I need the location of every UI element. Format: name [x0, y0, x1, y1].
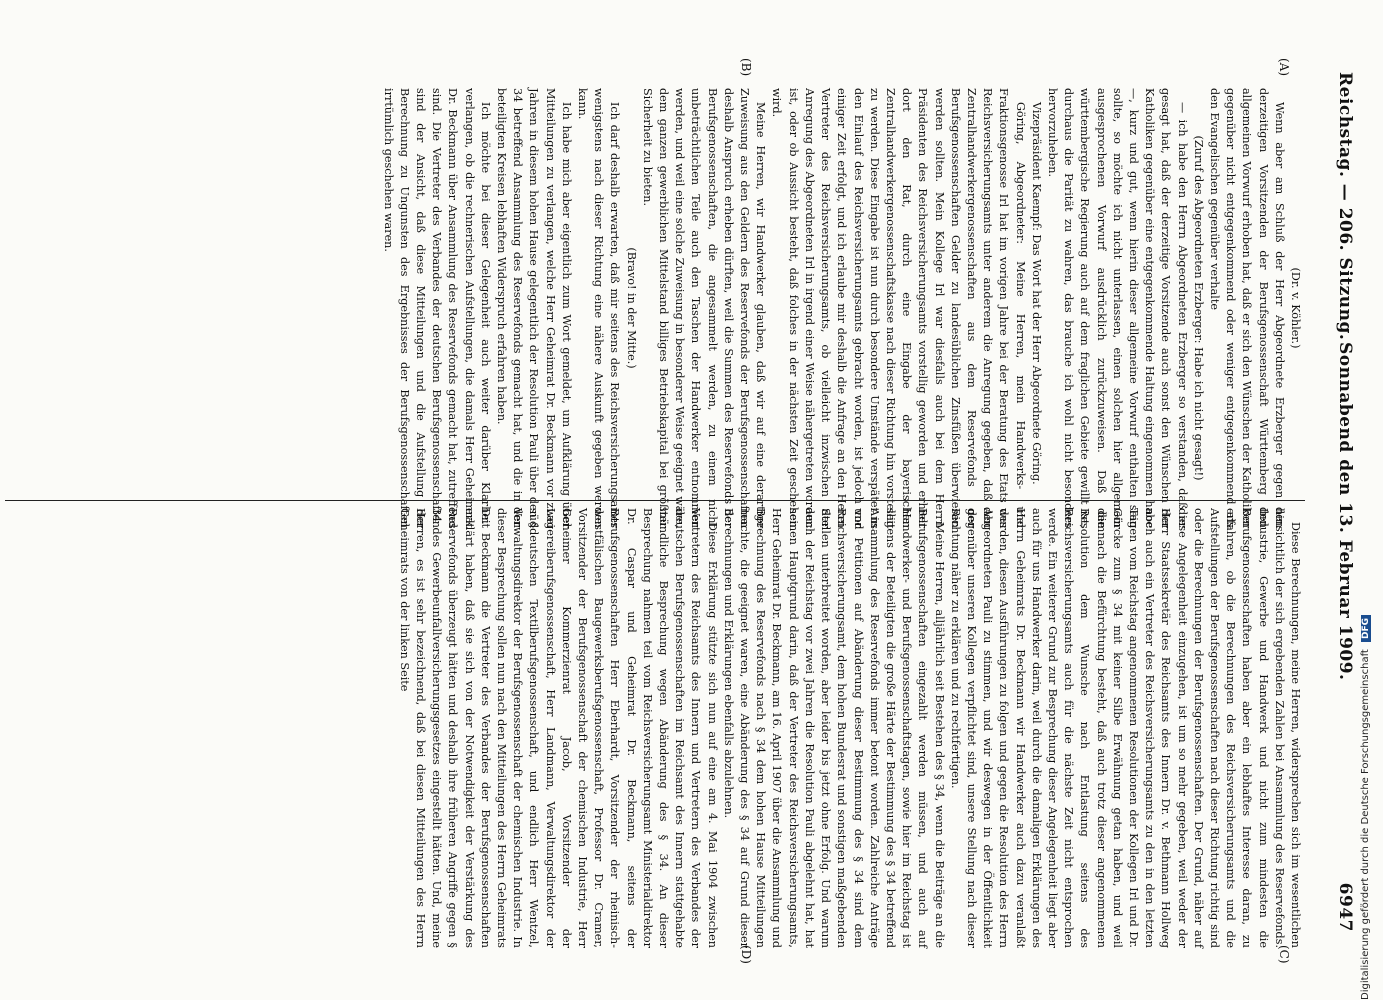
paragraph: Meine Herren, wir Handwerker glauben, daß wir auf eine derartige Zuweisung aus den Geldern des Reservefonds der Berufsgenossenschaften deshalb Anspruch erheben dürften, weil die Summen des Reservefonds der Berufsgenossenschaften, die angesammelt werden, zu einem nicht unbeträchtlichen Teile auch den Taschen der Handwerker entnommen werden, und weil eine solche Zuweisung in besonderer Weise geeignet wäre, dem ganzen gewerblichen Mittelstand billiges Betriebskapital bei größter Sicherheit zu bieten. — [640, 88, 768, 528]
paragraph: Ich darf deshalb erwarten, daß mir seitens des Reichsversicherungsamts wenigstens nach dieser Richtung eine nähere Auskunft gegeben werden kann. — [576, 88, 622, 528]
margin-label-c: (C) — [1277, 945, 1291, 964]
digitization-credit — [1360, 615, 1371, 1000]
margin-label-a: (A) — [1277, 58, 1291, 77]
paragraph: Diese Berechnungen, meine Herren, widersprechen sich im wesentlichen hinsichtlich der sich ergebenden Zahlen bei Ansammlung des Reservefonds. Industrie, Gewerbe und Handwerk und nicht zum mindesten die Berufsgenossenschaften haben aber ein lebhaftes Interesse daran, zu erfahren, ob die Berechnungen des Reichsversicherungsamts und die Aufstellungen der Berufsgenossenschaften nach dieser Richtung richtig sind oder die Berechnungen der Berufsgenossenschaften. Der Grund, näher auf diese Angelegenheit einzugehen, ist um so mehr gegeben, weil weder der Herr Staatssekretär des Reichsamts des Innern Dr. v. Bethmann Hollweg noch auch ein Vertreter des Reichsversicherungsamts zu den in den letzten Tagen vom Reichstag angenommenen Resolutionen der Kollegen Irl und Dr. Görcke zum § 34 mit keiner Silbe Erwähnung getan haben, und weil demnach die Befürchtung besteht, daß auch trotz dieser angenommenen Resolution dem Wunsche nach Entlastung seitens des Reichsversicherungsamts auch für die nächste Zeit nicht entsprochen werde. Ein weiterer Grund zur Besprechung dieser Angelegenheit liegt aber auch für uns Handwerker darin, weil durch die damaligen Erklärungen des Herrn Geheimrats Dr. Beckmann wir Handwerker auch dazu veranlaßt wurden, diesen Ausführungen zu folgen und gegen die Resolution des Herrn Abgeordneten Pauli zu stimmen, und wir deswegen in der Öffentlichkeit gegenüber unseren Kollegen verpflichtet sind, unsere Stellung nach dieser Richtung näher zu erklären und zu rechtfertigen. — [948, 508, 1302, 948]
paragraph: — ich habe den Herrn Abgeordneten Erzberger so verstanden, daß er gesagt hat, daß der derzeitige Vorsitzende auch sonst den Wünschen der Katholiken gegenüber eine entgegenkommende Haltung eingenommen habe —, kurz und gut, wenn hierin dieser allgemeine Vorwurf enthalten sein sollte, so möchte ich nicht unterlassen, einen solchen hier allgemein ausgesprochenen Vorwurf ausdrücklich zurückzuweisen. Daß die württembergische Regierung auch auf dem fraglichen Gebiete gewillt ist, durchaus die Parität zu wahren, das brauche ich wohl nicht besonders hervorzuheben. — [1045, 88, 1189, 528]
paragraph: Diese Erklärung stützte sich nun auf eine am 4. Mai 1904 zwischen Vertretern des Reichsamts des Innern und Vertretern des Verbandes der deutschen Berufsgenossenschaften im Reichsamt des Innern stattgehabte mündliche Besprechung wegen Abänderung des § 34. An dieser Besprechung nahmen teil vom Reichsversicherungsamt Ministerialdirektor Dr. Caspar und Geheimrat Dr. Beckmann, seitens der Berufsgenossenschaften Herr Eberhardt, Vorsitzender der rheinisch-westfälischen Baugewerksberufsgenossenschaft, Professor Dr. Cramer, Vorsitzender der Berufsgenossenschaft der chemischen Industrie, Herr Geheimer Kommerzienrat Jacob, Vorsitzender der Lagereiberufsgenossenschaft, Herr Landmann, Verwaltungsdirektor der süddeutschen Textilberufsgenossenschaft, und endlich Herr Wentzel, Verwaltungsdirektor der Berufsgenossenschaft der chemischen Industrie. In dieser Besprechung sollen nun nach den Mitteilungen des Herrn Geheimrats Dr. Beckmann die Vertreter des Verbandes der Berufsgenossenschaften erklärt haben, daß sie sich von der Notwendigkeit der Verstärkung des Reservefonds überzeugt hätten und deshalb ihre früheren Angriffe gegen § 34 des Gewerbeunfallversicherungsgesetzes eingestellt hätten. Und, meine Herren, es ist sehr bezeichnend, daß bei diesen Mitteilungen des Herrn Geheimrats von der linken Seite — [397, 508, 719, 948]
page-header — [1329, 72, 1355, 932]
page-number: 6947 — [1335, 882, 1355, 932]
dfg-logo: DFG — [1361, 615, 1371, 642]
paragraph: Ich habe mich aber eigentlich zum Wort gemeldet, um Aufklärung über Mitteilungen zu verlangen, welche Herr Geheimrat Dr. Beckmann vor zwei Jahren in diesem hohen Hause gelegentlich der Resolution Pauli über den § 34 betreffend Ansammlung des Reservefonds gemacht hat, und die in den beteiligten Kreisen lebhaften Widerspruch erfahren haben. — [495, 88, 573, 528]
paragraph: (Zuruf des Abgeordneten Erzberger: Habe ich nicht gesagt!) — [1191, 135, 1205, 481]
header-left: Reichstag. — 206. Sitzung. — [1335, 72, 1355, 341]
paragraph: (Dr. v. Köhler.) — [1289, 267, 1302, 349]
paragraph: Vizepräsident Kaempf: Das Wort hat der Herr Abgeordnete Göring. — [1029, 102, 1043, 485]
paragraph: Meine Herren, alljährlich seit Bestehen des § 34, wenn die Beiträge an die Berufsgenossenschaften eingezahlt werden müssen, und auch auf Handwerker- und Berufsgenossenschaftstagen, sowie hier im Reichstag ist seitens der Beteiligten die große Härte der Bestimmung des § 34 betreffend Ansammlung des Reservefonds immer betont worden. Zahlreiche Anträge und Petitionen auf Abänderung dieser Bestimmung des § 34 sind dem Reichsversicherungsamt, dem hohen Bundesrat und sonstigen maßgebenden Stellen unterbreitet worden, aber leider bis jetzt ohne Erfolg. Und warum auch der Reichstag vor zwei Jahren die Resolution Pauli abgelehnt hat, hat seinen Hauptgrund darin, daß der Vertreter des Reichsversicherungsamts, Herr Geheimrat Dr. Beckmann, am 16. April 1907 über die Ansammlung und Berechnung des Reservefonds nach § 34 dem hohen Hause Mitteilungen machte, die geeignet waren, eine Abänderung des § 34 auf Grund dieser Berechnungen und Erklärungen ebenfalls abzulehnen. — [721, 508, 946, 948]
paragraph: Ich möchte bei dieser Gelegenheit auch weiter darüber Klarheit verlangen, ob die rechnerischen Aufstellungen, die damals Herr Geheimrat Dr. Beckmann über Ansammlung des Reservefonds gemacht hat, zutreffend sind. Die Vertreter des Verbandes der deutschen Berufsgenossenschaften sind der Ansicht, daß diese Mitteilungen und die Aufstellung der Berechnung zu Ungunsten des Ergebnisses der Berufsgenossenschaften irrtümlich geschehen waren. — [381, 88, 492, 528]
paragraph: Wenn aber am Schluß der Herr Abgeordnete Erzberger gegen den derzeitigen Vorsitzenden der Berufsgenossenschaft Württemberg den allgemeinen Vorwurf erhoben hat, daß er sich den Wünschen der Katholiken gegenüber nicht entgegenkommend oder weniger entgegenkommend als den Evangelischen gegenüber verhalte — [1207, 88, 1286, 528]
column-divider — [5, 500, 1305, 501]
paragraph: (Bravo! in der Mitte.) — [624, 247, 638, 369]
margin-label-d: (D) — [739, 945, 753, 964]
left-text-column — [379, 88, 1303, 528]
header-date: Sonnabend den 13. Februar 1909. — [1335, 342, 1355, 681]
right-text-column — [396, 508, 1303, 948]
paragraph: Göring, Abgeordneter: Meine Herren, mein Handwerks- und Fraktionsgenosse Irl hat im vorigen Jahre bei der Beratung des Etats des Reichsversicherungsamts unter anderem die Anregung gegeben, daß den Zentralhandwerkergenossenschaften aus dem Reservefonds der Berufsgenossenschaften Gelder zu landesüblichen Zinsfüßen überwiesen werden sollten. Mein Kollege Irl war diesfalls auch bei dem Herrn Präsidenten des Reichsversicherungsamts vorstellig geworden und erhielt dort den Rat, durch eine Eingabe der bayerischen Zentralhandwerkergenossenschaftskasse nach dieser Richtung hin vorstellig zu werden. Diese Eingabe ist nun durch besondere Umstände verspätet in den Einlauf des Reichsversicherungsamts gebracht worden, ist jedoch vor einiger Zeit erfolgt, und ich erlaube mir deshalb die Anfrage an den Herrn Vertreter des Reichsversicherungsamts, ob vielleicht inzwischen der Anregung des Abgeordneten Irl in irgend einer Weise nähergetreten worden ist, oder ob Aussicht besteht, daß folches in der nächsten Zeit geschehen wird. — [770, 88, 1027, 528]
margin-label-b: (B) — [739, 58, 753, 77]
credit-text: Digitalisierung gefördert durch die Deutsche Forschungsgemeinschaft — [1360, 649, 1371, 1000]
